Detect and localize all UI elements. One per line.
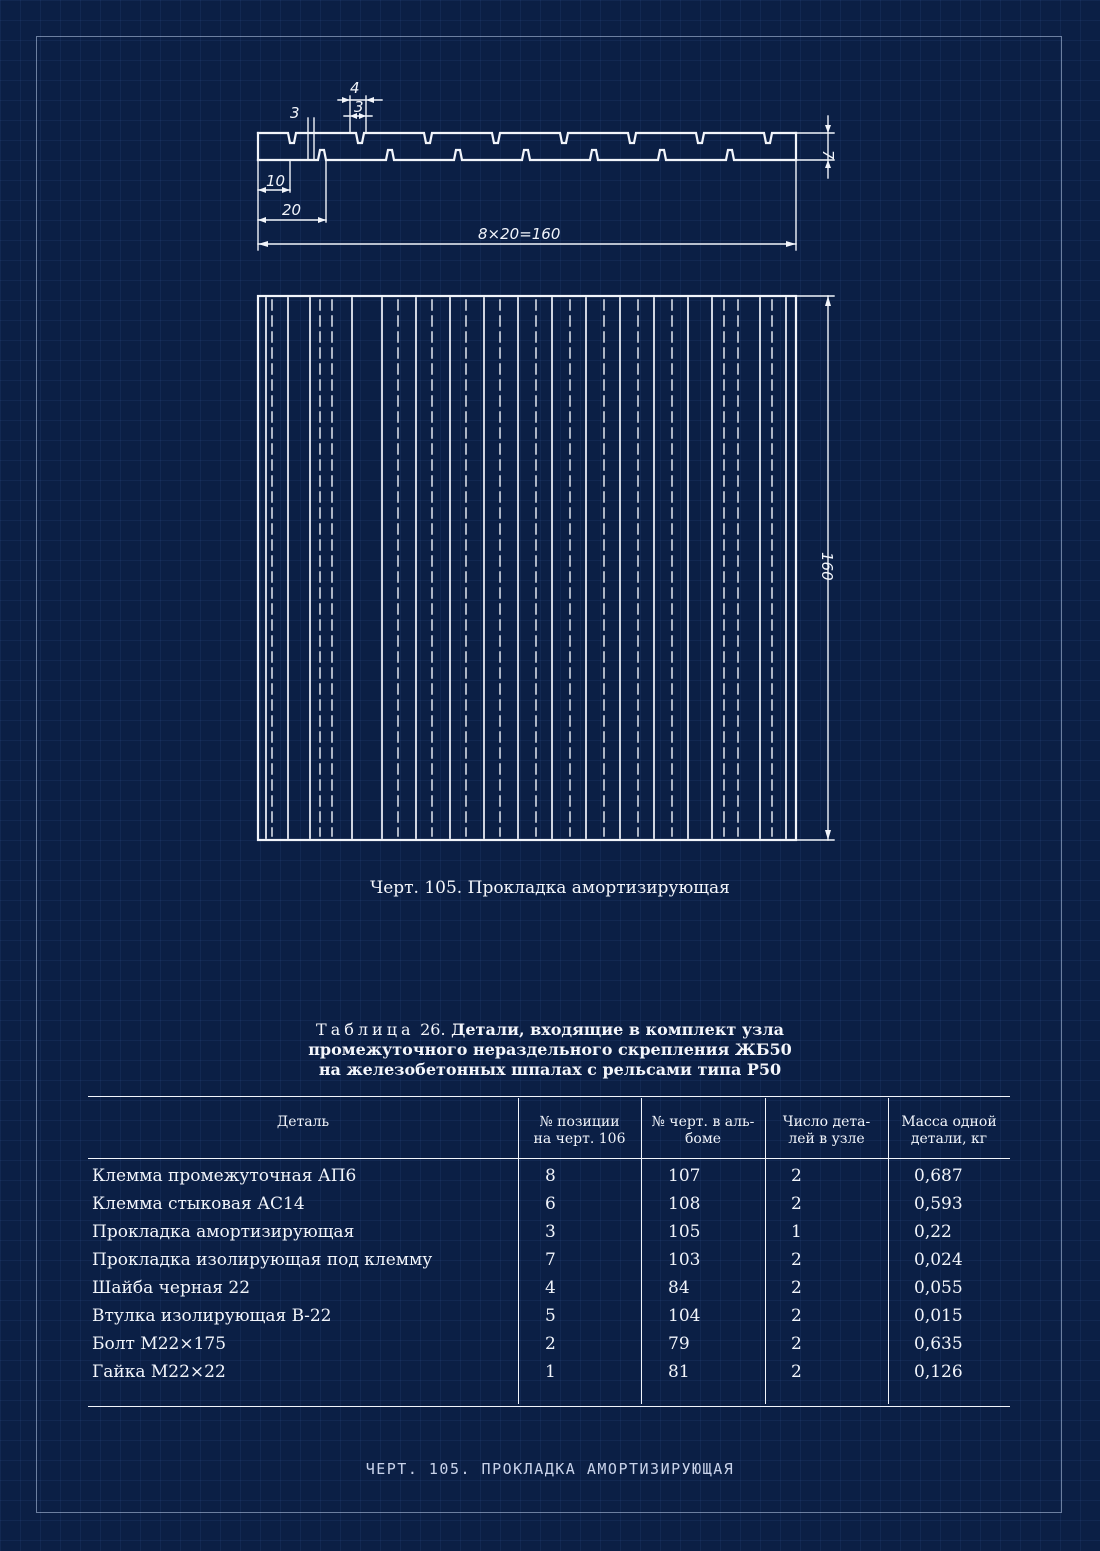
cell-mass: 0,635 — [914, 1334, 963, 1354]
table-title-number: 26. — [420, 1020, 446, 1039]
cell-mass: 0,22 — [914, 1222, 952, 1242]
cell-part: Клемма промежуточная АП6 — [92, 1166, 357, 1186]
table-title-lead: Таблица — [316, 1020, 415, 1039]
header-count-line1: Число дета- — [782, 1114, 871, 1130]
header-mass — [888, 1114, 1010, 1148]
cell-drawing: 107 — [668, 1166, 701, 1186]
cell-mass: 0,687 — [914, 1166, 963, 1186]
header-part-label: Деталь — [276, 1114, 330, 1130]
cell-count: 2 — [791, 1278, 802, 1298]
cell-mass: 0,015 — [914, 1306, 963, 1326]
cell-part: Прокладка амортизирующая — [92, 1222, 355, 1242]
cell-position: 8 — [545, 1166, 556, 1186]
table-row — [88, 1278, 1010, 1306]
dim-label-total: 8×20=160 — [478, 225, 561, 243]
dim-label-3: 3 — [290, 104, 300, 122]
header-mass-line2: детали, кг — [910, 1131, 988, 1147]
footer-label: ЧЕРТ. 105. ПРОКЛАДКА АМОРТИЗИРУЮЩАЯ — [365, 1460, 735, 1478]
cell-count: 2 — [791, 1306, 802, 1326]
cell-count: 2 — [791, 1194, 802, 1214]
table-bottom-rule — [88, 1406, 1010, 1407]
figure-caption: Черт. 105. Прокладка амортизирующая — [370, 878, 730, 898]
cell-count: 2 — [791, 1166, 802, 1186]
table-row — [88, 1334, 1010, 1362]
header-drawing-line1: № черт. в аль- — [651, 1114, 755, 1130]
dim-label-4: 4 — [350, 79, 360, 97]
dim-label-10: 10 — [266, 172, 286, 190]
parts-table — [88, 1094, 1010, 1410]
table-row — [88, 1306, 1010, 1334]
cell-part: Шайба черная 22 — [92, 1278, 251, 1298]
cell-count: 1 — [791, 1222, 802, 1242]
table-row — [88, 1166, 1010, 1194]
table-row — [88, 1250, 1010, 1278]
dim-label-7: 7 — [819, 150, 837, 160]
table-title-line2: промежуточного нераздельного скрепления ЖБ50 — [308, 1040, 792, 1059]
table-row — [88, 1362, 1010, 1390]
header-count — [765, 1114, 888, 1148]
header-drawing-line2: боме — [684, 1131, 722, 1147]
header-position — [518, 1114, 641, 1148]
cell-count: 2 — [791, 1362, 802, 1382]
cell-position: 4 — [545, 1278, 556, 1298]
table-title-line1: Детали, входящие в комплект узла — [451, 1020, 784, 1039]
table-title-line3: на железобетонных шпалах с рельсами типа Р50 — [318, 1060, 782, 1079]
cell-part: Болт М22×175 — [92, 1334, 227, 1354]
cell-part: Прокладка изолирующая под клемму — [92, 1250, 433, 1270]
cell-drawing: 103 — [668, 1250, 701, 1270]
cell-position: 3 — [545, 1222, 556, 1242]
header-count-line2: лей в узле — [788, 1131, 865, 1147]
cell-count: 2 — [791, 1334, 802, 1354]
dimension-arrows — [258, 97, 831, 840]
cell-part: Клемма стыковая АС14 — [92, 1194, 305, 1214]
table-top-rule — [88, 1096, 1010, 1097]
cell-mass: 0,593 — [914, 1194, 963, 1214]
cell-drawing: 79 — [668, 1334, 690, 1354]
cell-mass: 0,126 — [914, 1362, 963, 1382]
cell-mass: 0,024 — [914, 1250, 963, 1270]
header-part — [88, 1114, 518, 1131]
cell-drawing: 105 — [668, 1222, 701, 1242]
header-position-line2: на черт. 106 — [533, 1131, 626, 1147]
section-profile — [258, 133, 796, 160]
cell-position: 7 — [545, 1250, 556, 1270]
cell-part: Гайка М22×22 — [92, 1362, 226, 1382]
cell-drawing: 81 — [668, 1362, 690, 1382]
cell-position: 1 — [545, 1362, 556, 1382]
cell-drawing: 84 — [668, 1278, 690, 1298]
header-drawing — [641, 1114, 765, 1148]
cell-position: 2 — [545, 1334, 556, 1354]
cell-position: 5 — [545, 1306, 556, 1326]
cell-part: Втулка изолирующая В-22 — [92, 1306, 332, 1326]
cell-position: 6 — [545, 1194, 556, 1214]
cell-count: 2 — [791, 1250, 802, 1270]
cell-drawing: 104 — [668, 1306, 701, 1326]
plan-view — [258, 296, 796, 840]
table-row — [88, 1222, 1010, 1250]
table-row — [88, 1194, 1010, 1222]
dim-label-20: 20 — [282, 201, 302, 219]
header-mass-line1: Масса одной — [901, 1114, 997, 1130]
cell-drawing: 108 — [668, 1194, 701, 1214]
cell-mass: 0,055 — [914, 1278, 963, 1298]
header-position-line1: № позиции — [539, 1114, 620, 1130]
table-title — [0, 1020, 1100, 1080]
dim-label-3-inner: 3 — [354, 98, 364, 116]
table-header-rule — [88, 1158, 1010, 1159]
dim-label-height: 160 — [818, 552, 836, 581]
